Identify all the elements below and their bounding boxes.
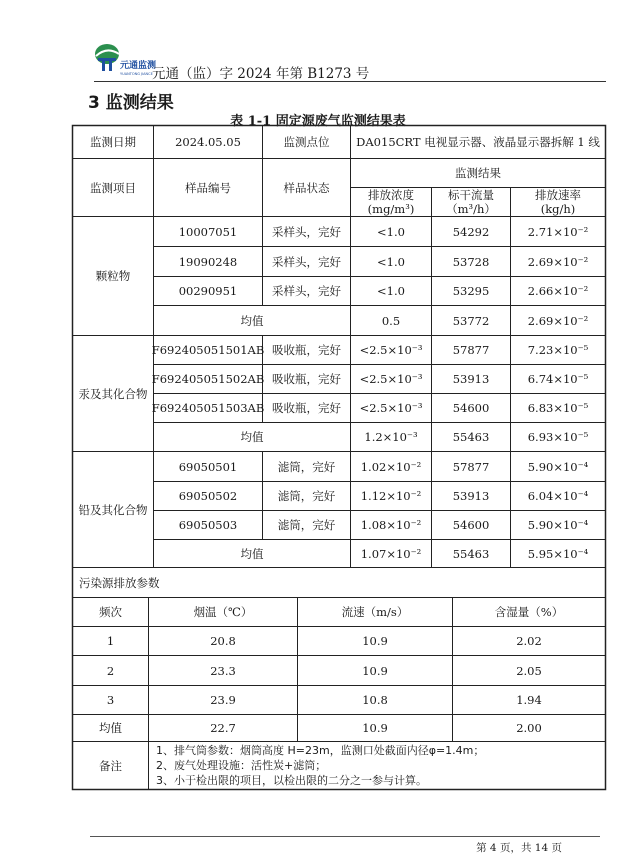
concentration-value: <2.5×10⁻³ [359, 343, 423, 357]
point-value: DA015CRT 电视显示器、液晶显示器拆解 1 线 [356, 135, 600, 149]
params-velocity: 10.9 [362, 634, 388, 648]
average-rate: 6.93×10⁻⁵ [527, 430, 589, 444]
params-frequency: 2 [106, 663, 115, 678]
average-label: 均值 [240, 313, 264, 328]
col-item: 监测项目 [90, 180, 136, 195]
col-rate-unit: (kg/h) [540, 202, 576, 216]
sample-state: 滤筒，完好 [277, 459, 336, 474]
concentration-value: <1.0 [377, 224, 405, 239]
rate-value: 5.90×10⁻⁴ [527, 459, 589, 474]
sample-state: 吸收瓶，完好 [272, 372, 341, 386]
params-moisture: 2.05 [516, 663, 542, 678]
params-moisture: 2.02 [516, 634, 542, 648]
sample-state: 采样头，完好 [272, 224, 341, 239]
flow-value: 57877 [452, 459, 490, 474]
average-rate: 5.95×10⁻⁴ [527, 546, 589, 561]
rate-value: 6.74×10⁻⁵ [527, 372, 589, 386]
flow-value: 53295 [452, 284, 490, 298]
flow-value: 57877 [452, 343, 490, 357]
concentration-value: 1.02×10⁻² [360, 459, 422, 474]
point-label: 监测点位 [283, 135, 330, 149]
params-velocity: 10.8 [362, 693, 388, 707]
group-name: 铅及其化合物 [78, 502, 148, 517]
rate-value: 5.90×10⁻⁴ [527, 518, 589, 532]
section-title: 3 监测结果 [88, 93, 174, 113]
page-number: 第 4 页，共 14 页 [476, 842, 562, 854]
group-name: 汞及其化合物 [78, 386, 148, 401]
date-value: 2024.05.05 [175, 135, 241, 149]
col-flow [432, 188, 510, 216]
table-title: 表 1-1 固定源废气监测结果表 [230, 114, 406, 129]
average-flow: 55463 [452, 430, 490, 444]
params-temperature: 23.3 [210, 663, 236, 678]
params-header-moisture: 含湿量（%） [494, 605, 564, 619]
col-concentration-unit: (mg/m³) [367, 202, 415, 216]
flow-value: 54292 [452, 224, 490, 239]
remarks-content [156, 743, 484, 788]
sample-no: 69050502 [178, 489, 238, 503]
params-title: 污染源排放参数 [79, 575, 160, 590]
params-frequency: 均值 [99, 721, 122, 735]
average-concentration: 1.07×10⁻² [360, 546, 422, 561]
average-flow: 53772 [452, 313, 490, 328]
concentration-value: <2.5×10⁻³ [359, 401, 423, 415]
average-concentration: 0.5 [381, 313, 401, 328]
concentration-value: 1.12×10⁻² [360, 489, 422, 503]
sample-no: 19090248 [178, 254, 238, 269]
sample-state: 吸收瓶，完好 [272, 401, 341, 415]
params-frequency: 1 [106, 634, 115, 648]
col-concentration [351, 188, 431, 216]
col-concentration-label: 排放浓度 [368, 188, 414, 202]
sample-state: 采样头，完好 [272, 254, 341, 269]
flow-value: 53728 [452, 254, 490, 269]
rate-value: 7.23×10⁻⁵ [527, 343, 589, 357]
group-name: 颗粒物 [95, 269, 131, 283]
col-flow-label: 标干流量 [448, 188, 494, 202]
sample-no: F692405051502AB [151, 372, 265, 386]
flow-value: 53913 [452, 372, 490, 386]
params-header-temperature: 烟温（℃） [193, 605, 253, 619]
params-velocity: 10.9 [362, 663, 388, 678]
concentration-value: <2.5×10⁻³ [359, 372, 423, 386]
footer-divider [90, 836, 600, 837]
col-sample-no: 样品编号 [185, 180, 231, 195]
rate-value: 2.71×10⁻² [527, 224, 589, 239]
params-header-frequency: 频次 [99, 605, 122, 619]
params-velocity: 10.9 [362, 721, 388, 735]
col-sample-state: 样品状态 [283, 180, 330, 195]
remark-line: 2、废气处理设施：活性炭+滤筒； [156, 759, 327, 772]
average-label: 均值 [240, 546, 264, 561]
logo-subtext: YUANTONG JIANCE [120, 72, 153, 76]
concentration-value: 1.08×10⁻² [360, 518, 422, 532]
sample-no: 00290951 [178, 284, 238, 298]
logo-text: 元通监测 [120, 61, 157, 71]
sample-state: 滤筒，完好 [277, 489, 336, 503]
remark-line: 3、小于检出限的项目，以检出限的二分之一参与计算。 [156, 774, 427, 787]
concentration-value: <1.0 [377, 284, 405, 298]
sample-no: 69050503 [178, 518, 238, 532]
col-rate [511, 188, 605, 216]
rate-value: 6.04×10⁻⁴ [527, 489, 589, 503]
flow-value: 53913 [452, 489, 490, 503]
sample-state: 采样头，完好 [272, 284, 341, 298]
sample-state: 滤筒，完好 [277, 518, 336, 532]
average-rate: 2.69×10⁻² [527, 313, 589, 328]
remark-line: 1、排气筒参数：烟筒高度 H=23m，监测口处截面内径φ=1.4m； [156, 744, 485, 757]
sample-no: 10007051 [178, 224, 238, 239]
average-concentration: 1.2×10⁻³ [364, 430, 418, 444]
rate-value: 6.83×10⁻⁵ [527, 401, 589, 415]
remarks-label: 备注 [99, 758, 122, 773]
rate-value: 2.66×10⁻² [527, 284, 589, 298]
rate-value: 2.69×10⁻² [527, 254, 589, 269]
concentration-value: <1.0 [377, 254, 405, 269]
flow-value: 54600 [452, 401, 490, 415]
params-frequency: 3 [106, 693, 115, 707]
date-label: 监测日期 [90, 135, 136, 149]
sample-no: F692405051501AB [151, 343, 265, 357]
sample-no: 69050501 [178, 459, 238, 474]
col-flow-unit: （m³/h） [446, 202, 496, 216]
params-header-velocity: 流速（m/s） [341, 605, 409, 619]
params-temperature: 20.8 [210, 634, 236, 648]
report-number: 元通（监）字 2024 年第 B1273 号 [152, 66, 370, 82]
average-label: 均值 [240, 430, 264, 444]
params-moisture: 1.94 [516, 693, 542, 707]
params-moisture: 2.00 [516, 721, 542, 735]
sample-state: 吸收瓶，完好 [272, 343, 341, 357]
col-results: 监测结果 [455, 166, 501, 180]
flow-value: 54600 [452, 518, 490, 532]
col-rate-label: 排放速率 [535, 188, 581, 202]
params-temperature: 22.7 [210, 721, 236, 735]
sample-no: F692405051503AB [151, 401, 265, 415]
average-flow: 55463 [452, 546, 490, 561]
params-temperature: 23.9 [210, 693, 236, 707]
